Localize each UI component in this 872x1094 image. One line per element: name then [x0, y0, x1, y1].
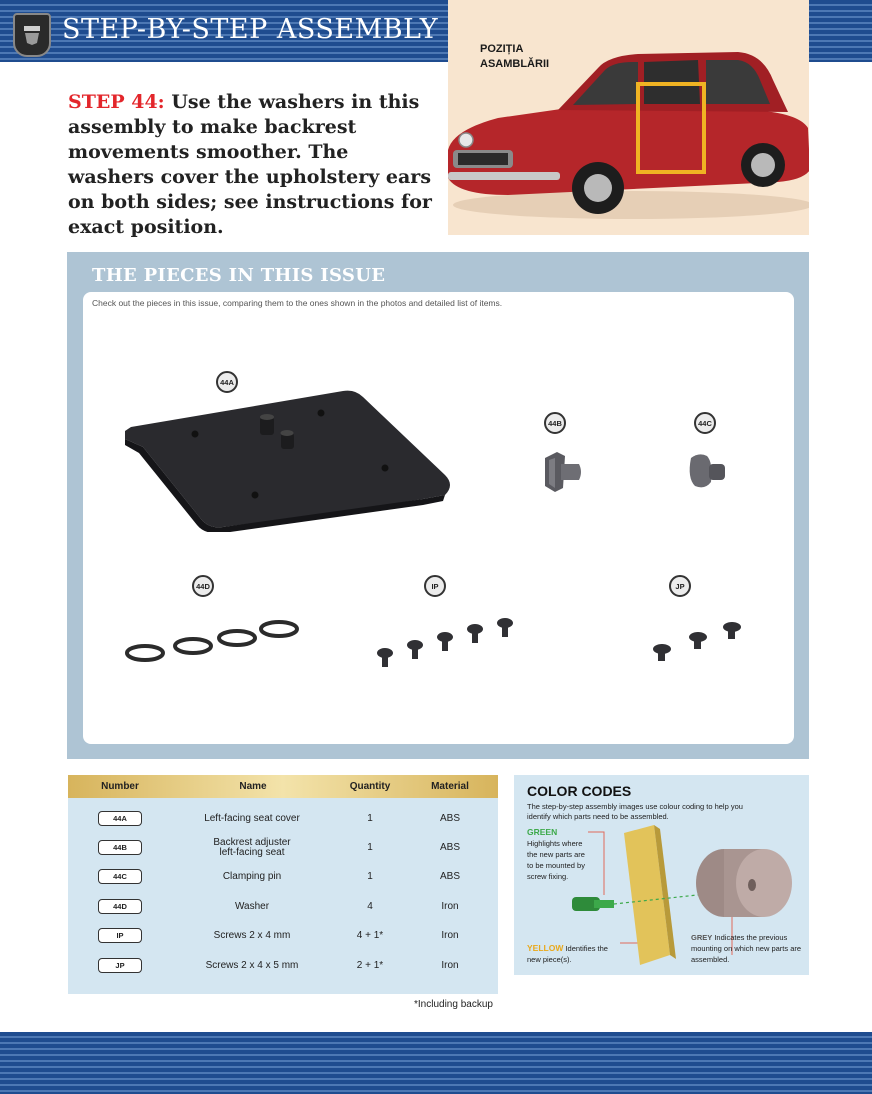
step-instructions — [68, 90, 438, 240]
yellow-description: YELLOW Identifies the new piece(s). — [527, 943, 608, 964]
backrest-adjuster-piece — [539, 450, 585, 494]
piece-badge-44a: 44A — [216, 371, 238, 393]
piece-quantity: 2 + 1* — [356, 960, 384, 971]
piece-number: 44C — [98, 869, 142, 884]
color-codes-panel — [514, 775, 809, 975]
piece-name: Backrest adjuster left-facing seat — [213, 837, 291, 858]
washers-piece — [123, 617, 303, 667]
assembly-position-photo — [448, 0, 809, 235]
photo-label: POZIȚIA ASAMBLĂRII — [480, 43, 550, 70]
brand-logo-icon — [13, 13, 51, 57]
screws-ip-piece — [373, 617, 523, 672]
color-codes-description: The step-by-step assembly images use colour coding to help you identify which parts need to be assembled. — [527, 802, 743, 821]
piece-quantity: 1 — [367, 871, 373, 882]
piece-number: IP — [98, 928, 142, 943]
table-footnote: *Including backup — [414, 999, 493, 1010]
piece-name: Washer — [234, 901, 270, 912]
piece-material: ABS — [439, 813, 460, 824]
table-row — [68, 922, 498, 950]
column-header-name: Name — [239, 781, 267, 792]
pieces-subtitle: Check out the pieces in this issue, comparing them to the ones shown in the photos and detailed list of items. — [92, 298, 503, 308]
green-label: GREEN — [527, 827, 558, 837]
step-description: Use the washers in this assembly to make backrest movements smoother. The washers cover the upholstery ears on both sides; see instructions for exact position. — [68, 91, 432, 238]
piece-quantity: 1 — [367, 842, 373, 853]
piece-material: ABS — [439, 842, 460, 853]
column-header-material: Material — [431, 781, 469, 792]
piece-material: Iron — [441, 930, 459, 941]
footer-band — [0, 1032, 872, 1094]
table-row — [68, 834, 498, 862]
piece-name: Screws 2 x 4 mm — [213, 930, 291, 941]
piece-material: Iron — [441, 901, 459, 912]
color-codes-title: COLOR CODES — [527, 783, 632, 799]
piece-number: 44B — [98, 840, 142, 855]
table-row — [68, 893, 498, 921]
piece-number: 44D — [98, 899, 142, 914]
piece-quantity: 4 + 1* — [356, 930, 384, 941]
piece-quantity: 1 — [367, 813, 373, 824]
piece-badge-ip: IP — [424, 575, 446, 597]
piece-badge-jp: JP — [669, 575, 691, 597]
column-header-number: Number — [101, 781, 139, 792]
car-illustration — [448, 0, 809, 235]
pieces-table — [68, 775, 498, 994]
clamping-pin-piece — [685, 452, 729, 492]
table-row — [68, 805, 498, 833]
page-title: STEP-BY-STEP ASSEMBLY — [62, 14, 439, 45]
piece-material: ABS — [439, 871, 460, 882]
piece-number: 44A — [98, 811, 142, 826]
pieces-card — [83, 292, 794, 744]
seat-cover-piece — [123, 387, 455, 532]
piece-badge-44d: 44D — [192, 575, 214, 597]
table-header — [68, 775, 498, 798]
column-header-quantity: Quantity — [349, 781, 391, 792]
piece-name: Left-facing seat cover — [204, 813, 300, 824]
piece-badge-44c: 44C — [694, 412, 716, 434]
table-row — [68, 952, 498, 980]
pieces-panel — [67, 252, 809, 759]
piece-name: Screws 2 x 4 x 5 mm — [205, 960, 299, 971]
piece-material: Iron — [441, 960, 459, 971]
piece-badge-44b: 44B — [544, 412, 566, 434]
piece-quantity: 4 — [367, 901, 373, 912]
green-description: Highlights where the new parts are to be mounted by screw fixing. — [527, 839, 585, 881]
step-number: STEP 44: — [68, 91, 165, 113]
grey-description: GREY Indicates the previous mounting on which new parts are assembled. — [691, 933, 802, 964]
screws-jp-piece — [648, 617, 748, 667]
piece-number: JP — [98, 958, 142, 973]
piece-name: Clamping pin — [222, 871, 282, 882]
table-row — [68, 863, 498, 891]
pieces-title: THE PIECES IN THIS ISSUE — [92, 265, 386, 286]
